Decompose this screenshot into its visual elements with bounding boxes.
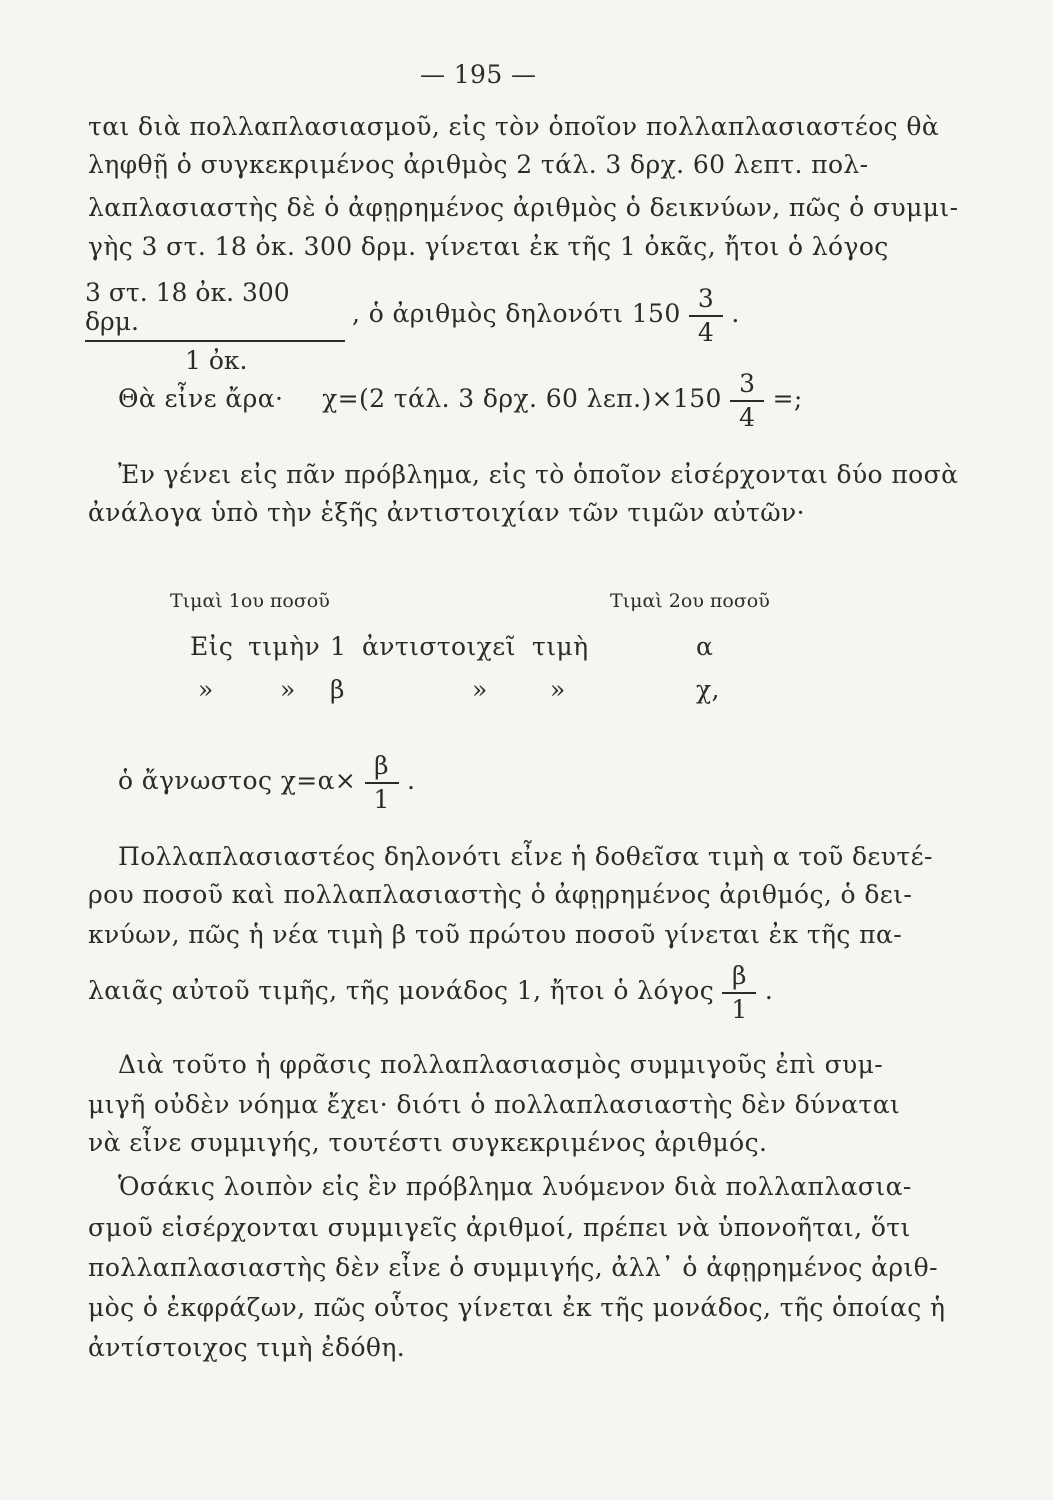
paragraph4-line: μιγῆ οὐδὲν νόημα ἔχει· διότι ὁ πολλαπλασιαστὴς δὲν δύναται — [88, 1090, 901, 1119]
fraction-denominator: 4 — [739, 402, 756, 432]
row1-value: 1 — [330, 632, 347, 661]
ratio-end: . — [731, 299, 740, 328]
ratio-tail — [352, 285, 740, 346]
paragraph2-line: ἀνάλογα ὑπὸ τὴν ἑξῆς ἀντιστοιχίαν τῶν τιμῶν αὐτῶν· — [88, 498, 805, 527]
paragraph1-line: γὴς 3 στ. 18 ὀκ. 300 δρμ. γίνεται ἐκ τῆς 1 ὀκᾶς, ἤτοι ὁ λόγος — [88, 232, 889, 261]
paragraph5-line: σμοῦ εἰσέρχονται συμμιγεῖς ἀριθμοί, πρέπει νὰ ὑπονοῆται, ὅτι — [88, 1213, 911, 1242]
paragraph1-line: ται διὰ πολλαπλασιασμοῦ, εἰς τὸν ὁποῖον πολλαπλασιαστέος θὰ — [88, 112, 940, 141]
equation1-fraction — [730, 370, 764, 431]
paragraph3-fraction — [722, 962, 756, 1023]
row2-ditto: » — [198, 675, 214, 704]
ratio-mixed-fraction — [689, 285, 723, 346]
row1-alpha: α — [696, 632, 714, 661]
fraction-denominator: 4 — [697, 317, 715, 347]
paragraph5-line: ἀντίστοιχος τιμὴ ἐδόθη. — [88, 1333, 406, 1362]
paragraph3-last — [88, 962, 773, 1023]
fraction-denominator: 1 — [373, 784, 390, 814]
table-header-left: Τιμαὶ 1ου ποσοῦ — [170, 590, 330, 612]
row2-chi: χ, — [696, 675, 720, 704]
page-number: — 195 — — [420, 60, 537, 89]
row1-antistoixei: ἀντιστοιχεῖ — [362, 632, 516, 661]
paragraph3-line: ρου ποσοῦ καὶ πολλαπλασιαστὴς ὁ ἀφῃρημένος ἀριθμός, ὁ δει- — [88, 880, 913, 909]
fraction-denominator: 1 — [731, 994, 748, 1024]
paragraph5-line: πολλαπλασιαστὴς δὲν εἶνε ὁ συμμιγής, ἀλλ᾽ ὁ ἀφῃρημένος ἀριθ- — [88, 1253, 938, 1282]
ratio-numerator: 3 στ. 18 ὀκ. 300 δρμ. — [85, 278, 345, 342]
row2-beta: β — [330, 675, 345, 704]
fraction-numerator: β — [365, 752, 399, 784]
paragraph3-line: λαιᾶς αὐτοῦ τιμῆς, τῆς μονάδος 1, ἤτοι ὁ λόγος — [88, 976, 715, 1005]
row2-ditto: » — [472, 675, 488, 704]
equation2 — [118, 752, 415, 813]
table-header-right: Τιμαὶ 2ου ποσοῦ — [610, 590, 770, 612]
equation1-suffix: =; — [772, 384, 803, 413]
ratio-after-text: , ὁ ἀριθμὸς δηλονότι 150 — [352, 299, 681, 328]
ratio-fraction — [85, 278, 345, 375]
paragraph5-line: μὸς ὁ ἐκφράζων, πῶς οὗτος γίνεται ἐκ τῆς μονάδος, τῆς ὁποίας ἡ — [88, 1293, 946, 1322]
paragraph4-line: νὰ εἶνε συμμιγής, τουτέστι συγκεκριμένος ἀριθμός. — [88, 1128, 768, 1157]
equation1 — [118, 370, 803, 431]
paragraph3-line: Πολλαπλασιαστέος δηλονότι εἶνε ἡ δοθεῖσα τιμὴ α τοῦ δευτέ- — [118, 842, 933, 871]
equation2-end: . — [406, 766, 416, 795]
paragraph3-line: κνύων, πῶς ἡ νέα τιμὴ β τοῦ πρώτου ποσοῦ γίνεται ἐκ τῆς πα- — [88, 920, 903, 949]
equation1-prefix: Θὰ εἶνε ἄρα· — [118, 384, 284, 413]
row1-timi: τιμὴ — [532, 632, 589, 661]
row1-timin: τιμὴν — [248, 632, 321, 661]
ratio-denominator: 1 ὀκ. — [185, 346, 248, 375]
row2-ditto: » — [550, 675, 566, 704]
paragraph1-line: ληφθῇ ὁ συγκεκριμένος ἀριθμὸς 2 τάλ. 3 δρχ. 60 λεπτ. πολ- — [88, 150, 869, 179]
paragraph4-line: Διὰ τοῦτο ἡ φρᾶσις πολλαπλασιασμὸς συμμιγοῦς ἐπὶ συμ- — [118, 1050, 884, 1079]
paragraph1-line: λαπλασιαστὴς δὲ ὁ ἀφῃρημένος ἀριθμὸς ὁ δεικνύων, πῶς ὁ συμμι- — [88, 193, 959, 222]
equation2-fraction — [365, 752, 399, 813]
paragraph2-line: Ἐν γένει εἰς πᾶν πρόβλημα, εἰς τὸ ὁποῖον εἰσέρχονται δύο ποσὰ — [118, 460, 959, 489]
paragraph3-end: . — [764, 976, 774, 1005]
fraction-numerator: β — [722, 962, 756, 994]
table-row-2 — [190, 675, 750, 711]
table-row-1 — [190, 632, 750, 668]
row2-ditto: » — [280, 675, 296, 704]
paragraph5-line: Ὁσάκις λοιπὸν εἰς ἓν πρόβλημα λυόμενον διὰ πολλαπλασια- — [118, 1172, 912, 1201]
row1-eis: Εἰς — [190, 632, 234, 661]
equation2-prefix: ὁ ἄγνωστος χ=α× — [118, 766, 357, 795]
fraction-numerator: 3 — [689, 285, 723, 317]
fraction-numerator: 3 — [730, 370, 764, 402]
equation1-expression: χ=(2 τάλ. 3 δρχ. 60 λεπ.)×150 — [322, 384, 722, 413]
